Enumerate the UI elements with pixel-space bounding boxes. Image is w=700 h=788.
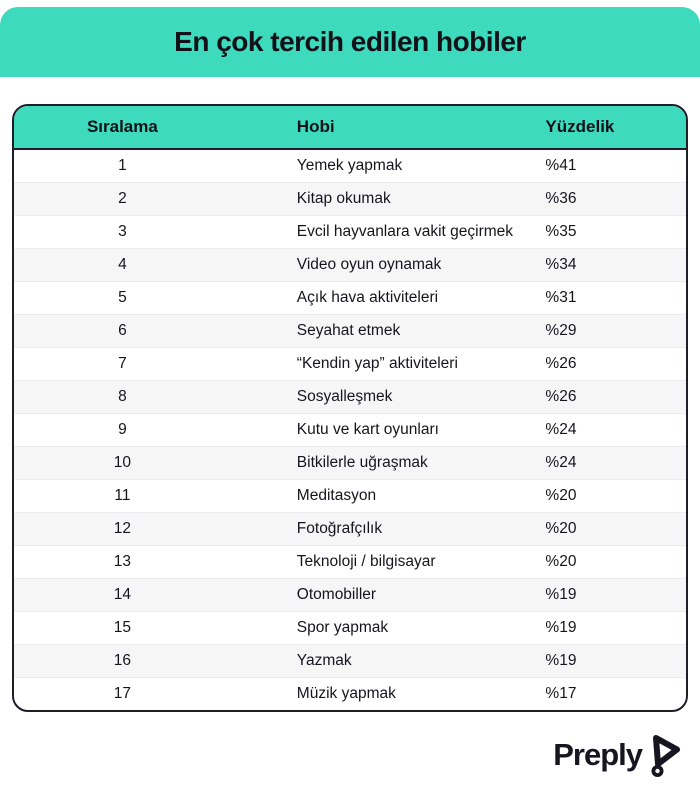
- hobby-cell: Spor yapmak: [283, 611, 532, 644]
- hobby-cell: Evcil hayvanlara vakit geçirmek: [283, 215, 532, 248]
- table-row: [14, 611, 686, 644]
- rank-cell: 1: [118, 156, 127, 174]
- rank-cell: 9: [14, 413, 283, 446]
- percent-cell: %31: [531, 281, 686, 314]
- title-banner: [0, 7, 700, 77]
- hobby-cell: Yazmak: [283, 644, 532, 677]
- table-row: [14, 314, 686, 347]
- preply-wordmark: Preply: [553, 737, 642, 772]
- rank-cell: 5: [14, 281, 283, 314]
- column-header-rank: Sıralama: [14, 106, 283, 149]
- percent-cell: %26: [531, 380, 686, 413]
- table-body: [14, 149, 686, 710]
- table-header-row: [14, 106, 686, 149]
- hobby-cell: Otomobiller: [283, 578, 532, 611]
- hobby-cell: Sosyalleşmek: [283, 380, 532, 413]
- table-header: [14, 106, 686, 149]
- percent-cell: %34: [531, 248, 686, 281]
- percent-cell: %20: [531, 545, 686, 578]
- table-row: [14, 479, 686, 512]
- rank-cell: 12: [14, 512, 283, 545]
- rank-cell: 4: [14, 248, 283, 281]
- table-row: [14, 380, 686, 413]
- hobby-cell: “Kendin yap” aktiviteleri: [283, 347, 532, 380]
- table-row: [14, 281, 686, 314]
- percent-cell: %19: [531, 644, 686, 677]
- rank-cell: 13: [14, 545, 283, 578]
- table-row: [14, 248, 686, 281]
- percent-cell: %41: [545, 156, 577, 174]
- rank-cell: 7: [14, 347, 283, 380]
- percent-cell: %26: [531, 347, 686, 380]
- table-row: [14, 215, 686, 248]
- percent-cell: %20: [531, 512, 686, 545]
- rank-cell: 11: [14, 479, 283, 512]
- table-row: [14, 413, 686, 446]
- table-row: [14, 182, 686, 215]
- percent-cell: %17: [531, 677, 686, 710]
- hobby-cell: Meditasyon: [283, 479, 532, 512]
- hobby-cell: Yemek yapmak: [296, 156, 403, 174]
- footer: [0, 712, 700, 778]
- hobby-cell: Bitkilerle uğraşmak: [283, 446, 532, 479]
- preply-speech-bubble-icon: [648, 732, 684, 778]
- rank-cell: 8: [14, 380, 283, 413]
- table-row: [14, 512, 686, 545]
- hobby-cell: Kutu ve kart oyunları: [283, 413, 532, 446]
- hobby-cell: Fotoğrafçılık: [283, 512, 532, 545]
- table-row: [14, 446, 686, 479]
- rank-cell: 2: [14, 182, 283, 215]
- hobbies-table: [14, 106, 686, 710]
- table-row: [14, 545, 686, 578]
- rank-cell: 6: [14, 314, 283, 347]
- percent-cell: %24: [531, 446, 686, 479]
- hobby-cell: Müzik yapmak: [283, 677, 532, 710]
- rank-cell: 14: [14, 578, 283, 611]
- percent-cell: %20: [531, 479, 686, 512]
- rank-cell: 10: [14, 446, 283, 479]
- rank-cell: 16: [14, 644, 283, 677]
- percent-cell: %24: [531, 413, 686, 446]
- rank-cell: 15: [14, 611, 283, 644]
- hobby-cell: Kitap okumak: [283, 182, 532, 215]
- percent-cell: %29: [531, 314, 686, 347]
- percent-cell: %35: [531, 215, 686, 248]
- percent-cell: %19: [531, 611, 686, 644]
- hobbies-table-card: [12, 104, 688, 712]
- table-row: [14, 644, 686, 677]
- hobby-cell: Teknoloji / bilgisayar: [283, 545, 532, 578]
- column-header-hobby: Hobi: [283, 106, 532, 149]
- table-row: [14, 578, 686, 611]
- table-row: [14, 149, 686, 182]
- percent-cell: %36: [531, 182, 686, 215]
- column-header-percent: Yüzdelik: [531, 106, 686, 149]
- hobby-cell: Açık hava aktiviteleri: [283, 281, 532, 314]
- rank-cell: 3: [14, 215, 283, 248]
- table-row: [14, 347, 686, 380]
- hobby-cell: Video oyun oynamak: [283, 248, 532, 281]
- percent-cell: %19: [531, 578, 686, 611]
- hobby-cell: Seyahat etmek: [283, 314, 532, 347]
- table-row: [14, 677, 686, 710]
- rank-cell: 17: [14, 677, 283, 710]
- page-title: En çok tercih edilen hobiler: [174, 26, 526, 57]
